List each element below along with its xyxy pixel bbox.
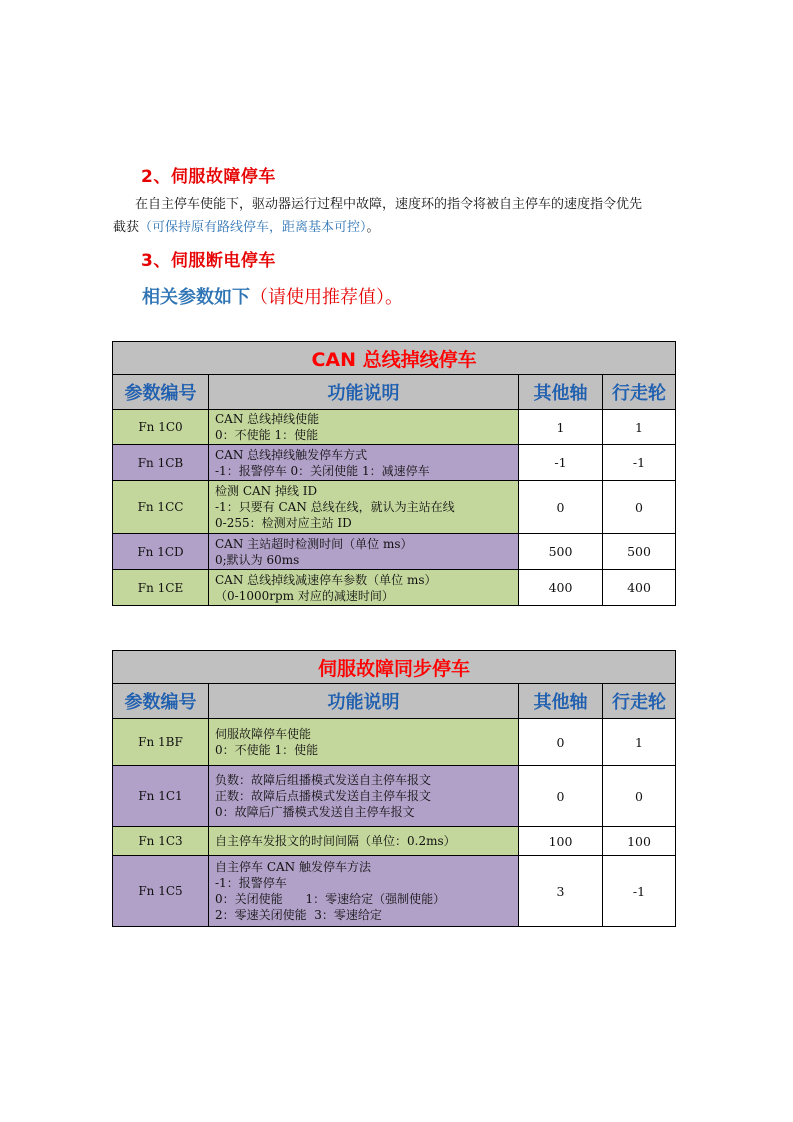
- desc-line: 0：关闭使能 1：零速给定（强制使能）: [215, 892, 446, 906]
- desc-line: 检测 CAN 掉线 ID: [215, 484, 318, 498]
- desc-line: -1：报警停车 0：关闭使能 1：减速停车: [215, 463, 430, 478]
- desc-line: CAN 总线掉线减速停车参数（单位 ms）: [215, 572, 437, 587]
- walk-wheel-value: 400: [603, 570, 676, 606]
- para-prefix: 截获: [113, 220, 140, 235]
- other-axis-value: 500: [519, 534, 603, 570]
- table-row: [113, 534, 676, 570]
- header-param-code: 参数编号: [113, 684, 209, 719]
- walk-wheel-value: 100: [603, 827, 676, 856]
- params-intro-bold: 相关参数如下: [142, 287, 250, 308]
- other-axis-value: 400: [519, 570, 603, 606]
- header-function: 功能说明: [209, 375, 519, 410]
- header-function: 功能说明: [209, 684, 519, 719]
- header-other-axis: 其他轴: [519, 684, 603, 719]
- param-desc: [209, 827, 519, 856]
- desc-line: 负数：故障后组播模式发送自主停车报文: [215, 773, 432, 787]
- section3-heading: 3、伺服断电停车: [141, 251, 276, 271]
- walk-wheel-value: 0: [603, 481, 676, 534]
- param-code: Fn 1C3: [113, 827, 209, 856]
- desc-line: CAN 总线掉线触发停车方式: [215, 447, 368, 462]
- desc-line: 正数：故障后点播模式发送自主停车报文: [215, 789, 432, 803]
- desc-line: 0：不使能 1：使能: [215, 743, 319, 757]
- other-axis-value: 100: [519, 827, 603, 856]
- para-line1: 在自主停车使能下，驱动器运行过程中故障，速度环的指令将被自主停车的速度指令优先: [135, 197, 643, 212]
- walk-wheel-value: 1: [603, 719, 676, 766]
- desc-line: -1：只要有 CAN 总线在线，就认为主站在线: [215, 500, 455, 514]
- desc-line: CAN 总线掉线使能: [215, 412, 320, 426]
- walk-wheel-value: -1: [603, 445, 676, 481]
- param-code: Fn 1C5: [113, 856, 209, 927]
- param-code: Fn 1C1: [113, 766, 209, 827]
- servo-fault-sync-table: [112, 650, 676, 927]
- header-walk-wheel: 行走轮: [603, 684, 676, 719]
- param-code: Fn 1CE: [113, 570, 209, 606]
- desc-line: 0：故障后广播模式发送自主停车报文: [215, 805, 415, 819]
- table-row: [113, 856, 676, 927]
- header-param-code: 参数编号: [113, 375, 209, 410]
- param-code: Fn 1CC: [113, 481, 209, 534]
- param-desc: [209, 481, 519, 534]
- other-axis-value: 3: [519, 856, 603, 927]
- param-desc: [209, 410, 519, 445]
- header-other-axis: 其他轴: [519, 375, 603, 410]
- params-intro-note: （请使用推荐值）。: [250, 287, 403, 308]
- param-desc: [209, 445, 519, 481]
- table-row: [113, 410, 676, 445]
- desc-line: 0;默认为 60ms: [215, 552, 300, 567]
- para-suffix: 。: [366, 220, 380, 235]
- param-desc: [209, 719, 519, 766]
- desc-line: CAN 主站超时检测时间（单位 ms）: [215, 536, 413, 551]
- walk-wheel-value: -1: [603, 856, 676, 927]
- param-code: Fn 1CB: [113, 445, 209, 481]
- params-intro: [142, 284, 403, 312]
- other-axis-value: 1: [519, 410, 603, 445]
- table-title: CAN 总线掉线停车: [113, 342, 676, 375]
- header-walk-wheel: 行走轮: [603, 375, 676, 410]
- param-desc: [209, 570, 519, 606]
- desc-line: 自主停车发报文的时间间隔（单位：0.2ms）: [215, 834, 456, 848]
- para-note: （可保持原有路线停车，距离基本可控）: [139, 220, 367, 235]
- table-row: [113, 481, 676, 534]
- other-axis-value: 0: [519, 766, 603, 827]
- table-row: [113, 719, 676, 766]
- param-desc: [209, 856, 519, 927]
- desc-line: 0-255：检测对应主站 ID: [215, 516, 352, 530]
- other-axis-value: 0: [519, 719, 603, 766]
- desc-line: 伺服故障停车使能: [215, 727, 312, 741]
- param-desc: [209, 766, 519, 827]
- table-row: [113, 445, 676, 481]
- desc-line: （0-1000rpm 对应的减速时间）: [215, 588, 394, 603]
- param-desc: [209, 534, 519, 570]
- table-row: [113, 827, 676, 856]
- table-title: 伺服故障同步停车: [113, 651, 676, 684]
- other-axis-value: 0: [519, 481, 603, 534]
- desc-line: 2：零速关闭使能 3：零速给定: [215, 908, 382, 922]
- desc-line: -1：报警停车: [215, 876, 287, 890]
- walk-wheel-value: 0: [603, 766, 676, 827]
- param-code: Fn 1BF: [113, 719, 209, 766]
- table-row: [113, 766, 676, 827]
- param-code: Fn 1C0: [113, 410, 209, 445]
- desc-line: 自主停车 CAN 触发停车方法: [215, 860, 371, 874]
- section2-heading: 2、伺服故障停车: [141, 167, 276, 187]
- table-row: [113, 570, 676, 606]
- can-offline-table: [112, 341, 676, 606]
- walk-wheel-value: 1: [603, 410, 676, 445]
- other-axis-value: -1: [519, 445, 603, 481]
- param-code: Fn 1CD: [113, 534, 209, 570]
- desc-line: 0：不使能 1：使能: [215, 428, 319, 442]
- section2-paragraph: [113, 193, 688, 239]
- walk-wheel-value: 500: [603, 534, 676, 570]
- para-line2: [113, 216, 688, 239]
